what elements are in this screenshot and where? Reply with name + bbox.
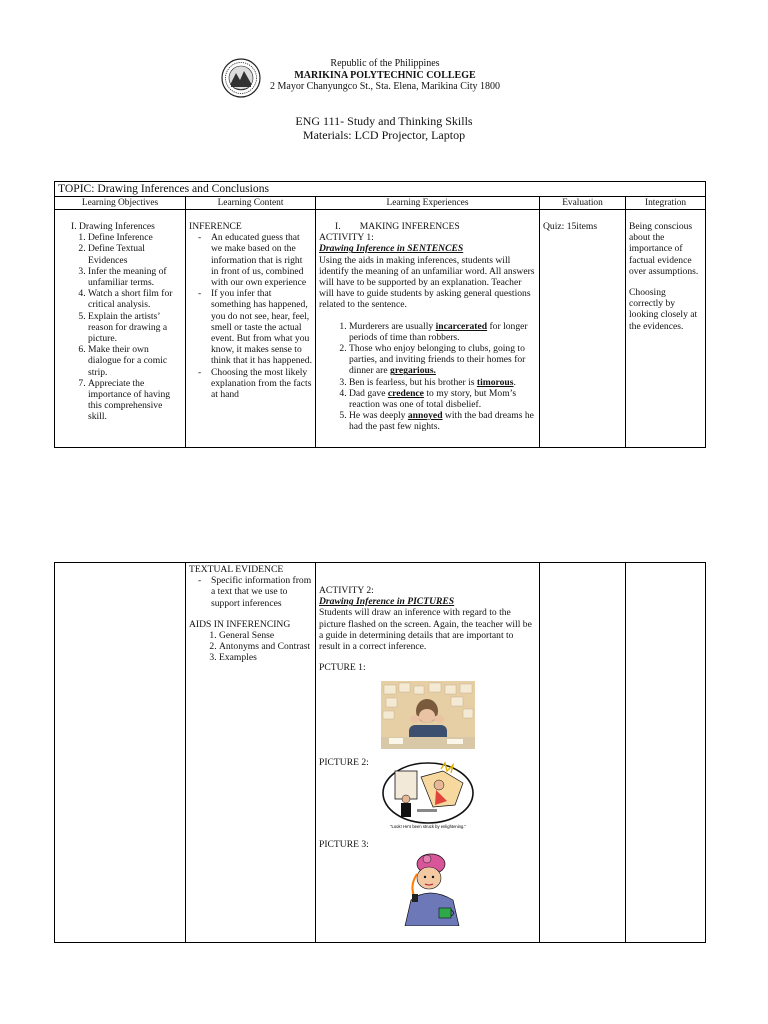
stressed-person-photo (381, 681, 475, 749)
list-item: 3. Ben is fearless, but his brother is timorous. (349, 377, 536, 388)
experiences-cell (316, 563, 540, 943)
vocabulary-word: credence (387, 387, 424, 399)
activity-title: Drawing Inference in PICTURES (319, 596, 455, 608)
evaluation-cell-empty (540, 563, 626, 943)
evaluation-cell (540, 210, 626, 448)
lesson-plan-table (54, 181, 706, 448)
topic-heading: TOPIC: Drawing Inferences and Conclusions (55, 182, 706, 197)
content-list (189, 575, 312, 609)
content-heading: TEXTUAL EVIDENCE (189, 564, 284, 575)
activity-instructions: Using the aids in making inferences, students will identify the meaning of an unfamiliar word. All answers will have to be supported by an explanation. Teacher will have to guide students by asking general questions related to the sentence. (319, 254, 535, 311)
list-item: 2. Define Textual Evidences (88, 243, 182, 265)
column-header-experiences: Learning Experiences (316, 197, 540, 210)
college-address: 2 Mayor Chanyungco St., Sta. Elena, Marikina City 1800 (270, 81, 500, 92)
integration-cell (626, 210, 706, 448)
aids-heading: AIDS IN INFERENCING (189, 618, 291, 630)
comic-strip-cartoon (381, 761, 475, 831)
list-item: 1. Define Inference (88, 232, 182, 243)
experiences-heading: I. MAKING INFERENCES (335, 221, 460, 232)
objectives-cell-empty (55, 563, 186, 943)
activity-label: ACTIVITY 2: (319, 585, 374, 596)
integration-text: Choosing correctly by looking closely at the evidences. (629, 287, 698, 332)
cartoon-caption: "Look! He's been struck by enlightening." (390, 823, 466, 829)
list-item: 5. Explain the artists’ reason for drawing a picture. (88, 311, 182, 345)
vocabulary-word: incarcerated (435, 320, 488, 332)
objectives-list (58, 232, 182, 422)
list-item: 2. Antonyms and Contrast (219, 641, 312, 652)
picture-1-label: PCTURE 1: (319, 662, 366, 674)
activity-instructions: Students will draw an inference with regard to the picture flashed on the screen. Again, the teacher will be a guide in determining details that are important to result in a correct inference. (319, 607, 532, 653)
course-title: ENG 111- Study and Thinking Skills (295, 114, 473, 128)
objectives-cell (55, 210, 186, 448)
list-item: 4. Dad gave credence to my story, but Mom’s reaction was one of total disbelief. (349, 388, 536, 410)
column-header-integration: Integration (626, 197, 706, 210)
aids-list (189, 630, 312, 664)
list-item: 1. Murderers are usually incarcerated for longer periods of time than robbers. (349, 321, 536, 343)
list-item: 5. He was deeply annoyed with the bad dreams he had the past few nights. (349, 410, 536, 432)
integration-cell-empty (626, 563, 706, 943)
list-item: 7. Appreciate the importance of having this comprehensive skill. (88, 378, 182, 423)
lesson-plan-table-continued (54, 562, 706, 943)
objectives-main: I. Drawing Inferences (71, 221, 155, 232)
activity-title: Drawing Inference in SENTENCES (319, 243, 464, 255)
content-list (189, 232, 312, 400)
college-seal-logo (221, 58, 261, 98)
content-cell (186, 563, 316, 943)
content-cell (186, 210, 316, 448)
list-item: - An educated guess that we make based on the information that is right in front of us, combined with our own experience (211, 232, 312, 288)
list-item: - Choosing the most likely explanation from the facts at hand (211, 367, 312, 401)
list-item: - If you infer that something has happened, you do not see, hear, feel, smell or taste the actual event. But from what you know, it makes sense to think that it has happened. (211, 288, 312, 366)
list-item: 4. Watch a short film for critical analysis. (88, 288, 182, 310)
list-item: 3. Infer the meaning of unfamiliar terms. (88, 266, 182, 288)
woman-on-phone-cartoon (381, 850, 471, 926)
list-item: - Specific information from a text that we use to support inferences (211, 575, 312, 609)
vocabulary-word: timorous (476, 376, 514, 388)
vocabulary-word: gregarious. (390, 365, 436, 377)
column-header-objectives: Learning Objectives (55, 197, 186, 210)
country-line: Republic of the Philippines (330, 58, 440, 69)
evaluation-text: Quiz: 15items (543, 221, 598, 232)
content-heading: INFERENCE (189, 221, 242, 232)
list-item: 6. Make their own dialogue for a comic strip. (88, 344, 182, 378)
materials-line: Materials: LCD Projector, Laptop (302, 128, 466, 142)
college-name: MARIKINA POLYTECHNIC COLLEGE (294, 70, 476, 81)
vocabulary-word: annoyed (407, 410, 443, 422)
column-header-evaluation: Evaluation (540, 197, 626, 210)
sentence-list (319, 321, 536, 433)
experiences-cell (316, 210, 540, 448)
picture-3-label: PICTURE 3: (319, 838, 369, 850)
column-header-content: Learning Content (186, 197, 316, 210)
list-item: 3. Examples (219, 652, 312, 663)
picture-2-label: PICTURE 2: (319, 757, 369, 769)
activity-label: ACTIVITY 1: (319, 232, 374, 244)
list-item: 1. General Sense (219, 630, 312, 641)
integration-text: Being conscious about the importance of factual evidence over assumptions. (629, 221, 699, 277)
list-item: 2. Those who enjoy belonging to clubs, going to parties, and inviting friends to their homes for dinner are gregarious. (349, 343, 536, 377)
